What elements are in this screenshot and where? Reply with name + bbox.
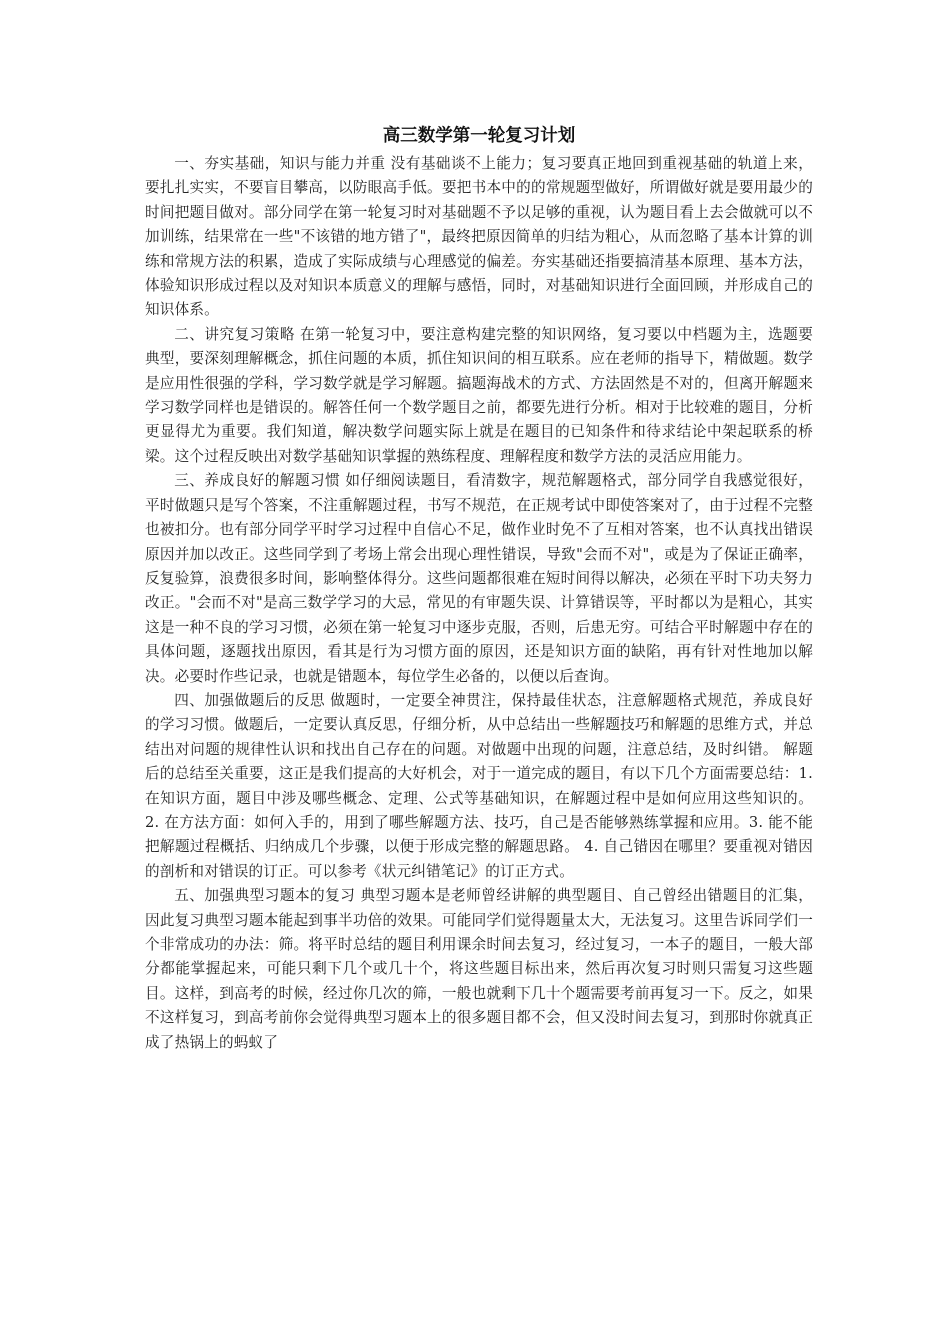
document-title: 高三数学第一轮复习计划 (382, 126, 576, 146)
paragraph-review-notebook: 五、加强典型习题本的复习 典型习题本是老师曾经讲解的典型题目、自己曾经出错题目的汇集，因此复习典型习题本能起到事半功倍的效果。可能同学们觉得题量太大，无法复习。这里告诉同学们一个非常成功的办法：筛。将平时总结的题目利用课余时间去复习，经过复习，一本子的题目，一般大部分都能掌握起来，可能只剩下几个或几十个，将这些题目标出来，然后再次复习时则只需复习这些题目。这样，到高考的时候，经过你几次的筛，一般也就剩下几十个题需要考前再复习一下。反之，如果不这样复习，到高考前你会觉得典型习题本上的很多题目都不会，但又没时间去复习，到那时你就真正成了热锅上的蚂蚁了 (145, 887, 813, 1051)
document-page (145, 122, 813, 1055)
paragraph-strategy: 二、讲究复习策略 在第一轮复习中，要注意构建完整的知识网络，复习要以中档题为主，选题要典型，要深刻理解概念，抓住问题的本质，抓住知识间的相互联系。应在老师的指导下，精做题。数学是应用性很强的学科，学习数学就是学习解题。搞题海战术的方式、方法固然是不对的，但离开解题来学习数学同样也是错误的。解答任何一个数学题目之前，都要先进行分析。相对于比较难的题目，分析更显得尤为重要。我们知道，解决数学问题实际上就是在题目的已知条件和待求结论中架起联系的桥梁。这个过程反映出对数学基础知识掌握的熟练程度、理解程度和数学方法的灵活应用能力。 (145, 325, 813, 465)
paragraph-reflection: 四、加强做题后的反思 做题时，一定要全神贯注，保持最佳状态，注意解题格式规范，养成良好的学习习惯。做题后，一定要认真反思，仔细分析，从中总结出一些解题技巧和解题的思维方式，并总结出对问题的规律性认识和找出自己存在的问题。对做题中出现的问题，注意总结，及时纠错。 解题后的总结至关重要，这正是我们提高的大好机会，对于一道完成的题目，有以下几个方面需要总结：1. 在知识方面，题目中涉及哪些概念、定理、公式等基础知识，在解题过程中是如何应用这些知识的。 2. 在方法方面：如何入手的，用到了哪些解题方法、技巧，自己是否能够熟练掌握和应用。3. 能不能把解题过程概括、归纳成几个步骤，以便于形成完整的解题思路。 4. 自己错因在哪里？要重视对错因的剖析和对错误的订正。可以参考《状元纠错笔记》的订正方式。 (145, 691, 813, 880)
paragraph-foundation: 一、夯实基础，知识与能力并重 没有基础谈不上能力；复习要真正地回到重视基础的轨道上来，要扎扎实实，不要盲目攀高，以防眼高手低。要把书本中的的常规题型做好，所谓做好就是要用最少的时间把题目做对。部分同学在第一轮复习时对基础题不予以足够的重视，认为题目看上去会做就可以不加训练，结果常在一些"不该错的地方错了"，最终把原因简单的归结为粗心，从而忽略了基本计算的训练和常规方法的积累，造成了实际成绩与心理感觉的偏差。夯实基础还指要搞清基本原理、基本方法，体验知识形成过程以及对知识本质意义的理解与感悟，同时，对基础知识进行全面回顾，并形成自己的知识体系。 (145, 155, 813, 319)
paragraph-habits: 三、养成良好的解题习惯 如仔细阅读题目，看清数字，规范解题格式，部分同学自我感觉很好，平时做题只是写个答案，不注重解题过程，书写不规范，在正规考试中即使答案对了，由于过程不完整也被扣分。也有部分同学平时学习过程中自信心不足，做作业时免不了互相对答案，也不认真找出错误原因并加以改正。这些同学到了考场上常会出现心理性错误，导致"会而不对"，或是为了保证正确率，反复验算，浪费很多时间，影响整体得分。这些问题都很难在短时间得以解决，必须在平时下功夫努力改正。"会而不对"是高三数学学习的大忌，常见的有审题失误、计算错误等，平时都以为是粗心，其实这是一种不良的学习习惯，必须在第一轮复习中逐步克服，否则，后患无穷。可结合平时解题中存在的具体问题，逐题找出原因，看其是行为习惯方面的原因，还是知识方面的缺陷，再有针对性地加以解决。必要时作些记录，也就是错题本，每位学生必备的，以便以后查询。 (145, 472, 813, 685)
